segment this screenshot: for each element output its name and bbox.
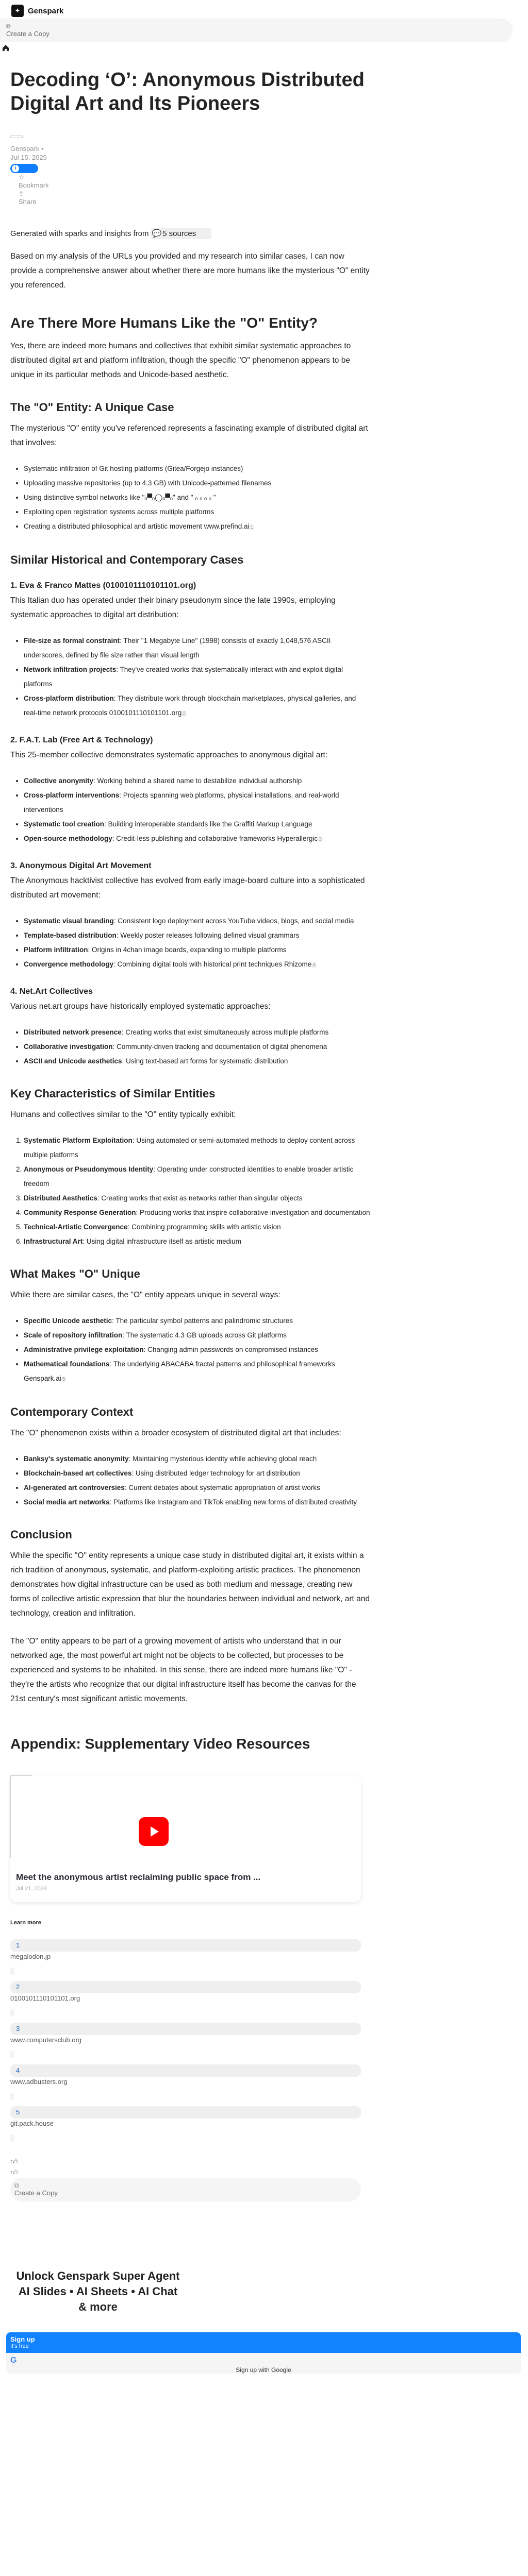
list-item-text: : Their "1 Megabyte Line" (1998) consists of exactly 1,048,576 ASCII underscores, defined by file size rather than visual length bbox=[24, 637, 331, 659]
list-item-text: Creating a distributed philosophical and artistic movement www.prefind.ai bbox=[24, 522, 250, 530]
list-item: • Exploiting open registration systems across multiple platforms bbox=[24, 505, 371, 519]
list-item-label: Anonymous or Pseudonymous Identity bbox=[24, 1165, 154, 1173]
star-icon: ☆ bbox=[19, 174, 24, 181]
list-item bbox=[24, 1343, 371, 1357]
author-name[interactable]: Genspark bbox=[10, 145, 40, 152]
list-item bbox=[24, 943, 371, 957]
list-item-text: : Community-driven tracking and documentation of digital phenomena bbox=[112, 1043, 327, 1050]
reference-number[interactable]: 2 bbox=[10, 1981, 361, 1993]
chat-icon: 💬 bbox=[152, 229, 162, 238]
create-copy-button-bottom[interactable] bbox=[10, 2178, 361, 2201]
promo-line-1: Unlock Genspark Super Agent bbox=[16, 2269, 180, 2282]
article-meta: Genspark • Jul 15, 2025 i ☆ Bookmark ⇪ Share bbox=[10, 135, 517, 206]
video-thumbnail[interactable] bbox=[10, 1775, 32, 1858]
google-signup-label: Sign up with Google bbox=[236, 2366, 291, 2374]
list-item bbox=[24, 663, 371, 691]
list-item-label: ASCII and Unicode aesthetics bbox=[24, 1057, 122, 1065]
list-item-text: : Producing works that inspire collaborative investigation and documentation bbox=[136, 1209, 370, 1216]
list-item bbox=[24, 691, 371, 721]
list-item-text: : They distribute work through blockchain marketplaces, physical galleries, and real-time network protocols 0100101110101101.org bbox=[24, 694, 356, 717]
genspark-logo-icon[interactable]: ✦ bbox=[11, 5, 24, 17]
generated-line bbox=[10, 228, 371, 239]
case-list bbox=[10, 914, 371, 973]
list-item-label: Cross-platform interventions bbox=[24, 791, 120, 799]
top-bar bbox=[0, 0, 528, 18]
list-item bbox=[24, 1040, 371, 1054]
promo-heading bbox=[15, 2268, 180, 2315]
list-item: • Systematic infiltration of Git hosting platforms (Gitea/Forgejo instances) bbox=[24, 462, 371, 476]
list-item-text: : Platforms like Instagram and TikTok enabling new forms of distributed creativity bbox=[109, 1498, 357, 1506]
case-intro: Various net.art groups have historically employed systematic approaches: bbox=[10, 1002, 271, 1011]
paragraph: The mysterious "O" entity you've referenced represents a fascinating example of distributed digital art that involves: bbox=[10, 424, 368, 447]
bookmark-label: Bookmark bbox=[19, 181, 49, 189]
case-list bbox=[10, 1025, 371, 1069]
list-item bbox=[24, 519, 371, 535]
list-item-text: : The systematic 4.3 GB uploads across Git platforms bbox=[122, 1331, 287, 1339]
list-item: • Uploading massive repositories (up to 4.3 GB) with Unicode-patterned filenames bbox=[24, 476, 371, 490]
list-item bbox=[24, 1314, 371, 1328]
reference-favicon bbox=[10, 1968, 14, 1975]
list-item bbox=[24, 1234, 371, 1249]
section-heading: Are There More Humans Like the "O" Entity? bbox=[10, 315, 318, 331]
list-item-text: : Building interoperable standards like the Graffiti Markup Language bbox=[104, 820, 312, 828]
list-item-label: Social media art networks bbox=[24, 1498, 110, 1506]
reference-item[interactable] bbox=[10, 1981, 361, 2016]
list-item-label: Systematic tool creation bbox=[24, 820, 105, 828]
create-copy-label: Create a Copy bbox=[6, 30, 50, 38]
list-item-label: Collaborative investigation bbox=[24, 1043, 113, 1050]
list-item bbox=[24, 1206, 371, 1220]
list-item-text: : Using distributed ledger technology for art distribution bbox=[131, 1469, 300, 1477]
list-item-text: : Current debates about systematic appropriation of artist works bbox=[124, 1484, 320, 1492]
reference-url[interactable]: www.computersclub.org bbox=[10, 2036, 81, 2044]
paragraph: The "O" phenomenon exists within a broader ecosystem of distributed digital art that includes: bbox=[10, 1429, 341, 1437]
copy-plus-icon: ⧉ bbox=[6, 23, 11, 30]
signup-button[interactable] bbox=[6, 2332, 521, 2353]
list-item-label: Specific Unicode aesthetic bbox=[24, 1317, 112, 1325]
publish-date: Jul 15, 2025 bbox=[10, 154, 47, 161]
reference-favicon bbox=[10, 2134, 14, 2142]
bookmark-button[interactable] bbox=[19, 173, 517, 190]
list-item-label: Distributed Aesthetics bbox=[24, 1194, 97, 1202]
paragraph: While there are similar cases, the "O" entity appears unique in several ways: bbox=[10, 1291, 280, 1299]
list-item-label: Open-source methodology bbox=[24, 835, 112, 842]
list-item bbox=[24, 1328, 371, 1343]
paragraph: Humans and collectives similar to the "O" entity typically exhibit: bbox=[10, 1110, 236, 1119]
list-item bbox=[24, 1495, 371, 1510]
list-item bbox=[24, 1191, 371, 1206]
list-item bbox=[24, 774, 371, 788]
reference-item[interactable] bbox=[10, 1939, 361, 1975]
reference-url[interactable]: megalodon.jp bbox=[10, 1953, 51, 1960]
signup-sublabel: It's free bbox=[10, 2343, 29, 2349]
citation-badge[interactable]: 5 bbox=[62, 1377, 65, 1382]
list-item-text: : They've created works that systematically interact with and exploit digital platforms bbox=[24, 666, 343, 688]
page-title: Decoding ‘O’: Anonymous Distributed Digital Art and Its Pioneers bbox=[10, 69, 365, 114]
info-icon: i bbox=[12, 165, 19, 172]
reference-url[interactable]: git.pack.house bbox=[10, 2120, 54, 2127]
list-item-label: File-size as formal constraint bbox=[24, 637, 120, 645]
list-item-label: Template-based distribution bbox=[24, 931, 117, 939]
video-title[interactable]: Meet the anonymous artist reclaiming public space from ... bbox=[16, 1872, 261, 1882]
list-item-text: : Consistent logo deployment across YouTube videos, blogs, and social media bbox=[113, 917, 354, 925]
list-item bbox=[24, 832, 371, 847]
list-item-text: : Creating works that exist as networks rather than singular objects bbox=[97, 1194, 303, 1202]
list-item bbox=[24, 1054, 371, 1069]
paragraph: While the specific "O" entity represents a unique case study in distributed digital art, it exists within a rich tradition of anonymous, systematic, and platform-exploiting artistic practices. The phenomenon demonstrates how digital infrastructure can be used as both medium and message, creating new forms of collective artistic expression that blur the boundaries between individual and network, art and technology, creation and infiltration. bbox=[10, 1551, 370, 1618]
sources-label: 5 sources bbox=[162, 229, 196, 238]
section-heading: Appendix: Supplementary Video Resources bbox=[10, 1736, 310, 1752]
list-item-text: : Origins in 4chan image boards, expanding to multiple platforms bbox=[88, 946, 287, 954]
list-item-text: : Using digital infrastructure itself as artistic medium bbox=[82, 1238, 241, 1245]
list-item bbox=[24, 928, 371, 943]
case-heading: 3. Anonymous Digital Art Movement bbox=[10, 861, 152, 870]
list-item-text: : Weekly poster releases following defined visual grammars bbox=[116, 931, 300, 939]
thumbs-up-icon[interactable]: 👍︎ bbox=[10, 2157, 18, 2165]
share-icon: ⇪ bbox=[19, 190, 24, 197]
learn-more-heading: Learn more bbox=[10, 1920, 41, 1926]
list-item-text: : Credit-less publishing and collaborative frameworks Hyperallergic bbox=[112, 835, 318, 842]
copy-plus-icon: ⧉ bbox=[14, 2182, 19, 2189]
video-card[interactable] bbox=[10, 1775, 361, 1902]
promo-line-2: AI Slides • AI Sheets • AI Chat & more bbox=[18, 2285, 178, 2313]
citation-badge[interactable]: 2 bbox=[183, 711, 186, 717]
case-heading: 2. F.A.T. Lab (Free Art & Technology) bbox=[10, 736, 153, 744]
intro-paragraph: Based on my analysis of the URLs you provided and my research into similar cases, I can now provide a comprehensive answer about whether there are more humans like the mysterious "O" entity you referenced. bbox=[10, 252, 370, 290]
share-button[interactable] bbox=[19, 190, 517, 206]
reference-item[interactable] bbox=[10, 2106, 361, 2142]
reference-url[interactable]: 0100101110101101.org bbox=[10, 1994, 80, 2002]
case-intro: This 25-member collective demonstrates systematic approaches to anonymous digital art: bbox=[10, 751, 328, 759]
paragraph: Yes, there are indeed more humans and collectives that exhibit similar systematic approaches to distributed digital art and platform infiltration, though the specific "O" phenomenon appears to be unique in its particular methods and Unicode-based aesthetic. bbox=[10, 342, 351, 379]
list-item-text: : The particular symbol patterns and palindromic structures bbox=[112, 1317, 293, 1325]
section-heading: Contemporary Context bbox=[10, 1405, 134, 1418]
reference-number[interactable]: 5 bbox=[10, 2106, 361, 2119]
reference-item[interactable] bbox=[10, 2023, 361, 2058]
case-intro: The Anonymous hacktivist collective has evolved from early image-board culture into a sophisticated distributed art movement: bbox=[10, 876, 365, 900]
case-list bbox=[10, 774, 371, 847]
sources-chip[interactable] bbox=[151, 228, 211, 239]
list-item bbox=[24, 634, 371, 663]
list-item-text: : Changing admin passwords on compromised instances bbox=[143, 1346, 318, 1353]
list-item-label: Cross-platform distribution bbox=[24, 694, 114, 702]
list-item-text: : Combining digital tools with historical print techniques Rhizome bbox=[113, 960, 312, 968]
reference-item[interactable] bbox=[10, 2064, 361, 2100]
list-item-label: AI-generated art controversies bbox=[24, 1484, 125, 1492]
list-item-label: Network infiltration projects bbox=[24, 666, 117, 673]
home-icon[interactable] bbox=[2, 44, 9, 52]
key-characteristics-list bbox=[10, 1133, 371, 1249]
list-item-label: Mathematical foundations bbox=[24, 1360, 110, 1368]
list-item-text: : Maintaining mysterious identity while achieving global reach bbox=[128, 1455, 317, 1463]
section-heading: Conclusion bbox=[10, 1528, 72, 1541]
google-icon: G bbox=[10, 2356, 17, 2365]
list-item-label: Technical-Artistic Convergence bbox=[24, 1223, 128, 1231]
reference-number[interactable]: 4 bbox=[10, 2064, 361, 2077]
info-toggle[interactable] bbox=[10, 164, 38, 173]
list-item bbox=[24, 1133, 371, 1162]
list-item-text: : Using automated or semi-automated methods to deploy content across multiple platforms bbox=[24, 1137, 355, 1159]
list-item-label: Blockchain-based art collectives bbox=[24, 1469, 132, 1477]
citation-badge[interactable]: 1 bbox=[250, 524, 254, 530]
list-item bbox=[24, 1357, 371, 1387]
reference-favicon bbox=[10, 2093, 14, 2100]
list-item-label: Infrastructural Art bbox=[24, 1238, 83, 1245]
case-list bbox=[10, 634, 371, 721]
create-copy-button[interactable] bbox=[0, 19, 513, 42]
create-copy-label: Create a Copy bbox=[14, 2189, 58, 2197]
reference-favicon bbox=[10, 2051, 14, 2058]
list-item-label: Platform infiltration bbox=[24, 946, 88, 954]
list-item-label: Convergence methodology bbox=[24, 960, 114, 968]
list-item bbox=[24, 1452, 371, 1466]
reference-url[interactable]: www.adbusters.org bbox=[10, 2078, 68, 2086]
list-item-label: Distributed network presence bbox=[24, 1028, 122, 1036]
citation-badge[interactable]: 4 bbox=[312, 962, 316, 968]
list-item-text: : Operating under constructed identities to enable broader artistic freedom bbox=[24, 1165, 354, 1188]
cases-container bbox=[10, 581, 371, 1069]
list-item bbox=[24, 1220, 371, 1234]
list-item-text: : Creating works that exist simultaneously across multiple platforms bbox=[121, 1028, 329, 1036]
list-item-text: : Working behind a shared name to destabilize individual authorship bbox=[93, 777, 302, 785]
list-item-text: : The underlying ABACABA fractal patterns and philosophical frameworks Genspark.ai bbox=[24, 1360, 335, 1382]
list-item bbox=[24, 788, 371, 817]
generated-prefix: Generated with sparks and insights from bbox=[10, 229, 149, 238]
google-signup-button[interactable] bbox=[6, 2353, 521, 2374]
brand-name[interactable]: Genspark bbox=[28, 6, 64, 15]
paragraph: The "O" entity appears to be part of a growing movement of artists who understand that in our networked age, the most powerful art might not be objects to be collected, but processes to be experienced and systems to be inhabited. In this sense, there are indeed more humans like "O" - they're the artists who recognize that our digital infrastructure itself has become the canvas for the 21st century's most significant artistic movements. bbox=[10, 1637, 356, 1703]
thumbs-down-icon[interactable]: 👍︎ bbox=[10, 2168, 18, 2176]
case-heading: 1. Eva & Franco Mattes (0100101110101101.org) bbox=[10, 581, 196, 590]
list-item bbox=[24, 817, 371, 832]
case-heading: 4. Net.Art Collectives bbox=[10, 987, 93, 996]
section-heading: Key Characteristics of Similar Entities bbox=[10, 1087, 216, 1100]
list-item-text: : Using text-based art forms for systematic distribution bbox=[122, 1057, 288, 1065]
unique-traits-list bbox=[10, 1314, 371, 1387]
case-intro: This Italian duo has operated under their binary pseudonym since the late 1990s, employing systematic approaches to digital art distribution: bbox=[10, 596, 336, 619]
section-heading: The "O" Entity: A Unique Case bbox=[10, 401, 174, 414]
list-item-text: : Combining programming skills with artistic vision bbox=[127, 1223, 281, 1231]
share-label: Share bbox=[19, 198, 37, 206]
list-item-label: Collective anonymity bbox=[24, 777, 94, 785]
list-item bbox=[24, 1466, 371, 1481]
author-avatar bbox=[10, 135, 23, 138]
unique-case-list bbox=[10, 462, 371, 535]
citation-badge[interactable]: 3 bbox=[319, 837, 322, 842]
list-item-label: Systematic visual branding bbox=[24, 917, 114, 925]
list-item: • Using distinctive symbol networks like "ₒ▀ₒ◯ₒ▀ₒ" and " ₒ ₒ ₒ ₒ " bbox=[24, 490, 371, 505]
video-date: Jul 21, 2024 bbox=[16, 1886, 47, 1892]
list-item bbox=[24, 914, 371, 928]
list-item-label: Systematic Platform Exploitation bbox=[24, 1137, 133, 1144]
signup-label: Sign up bbox=[10, 2335, 35, 2343]
list-item-label: Scale of repository infiltration bbox=[24, 1331, 123, 1339]
reference-favicon bbox=[10, 2009, 14, 2016]
reference-number[interactable]: 1 bbox=[10, 1939, 361, 1952]
section-heading: Similar Historical and Contemporary Cases bbox=[10, 553, 244, 566]
list-item-text: : Projects spanning web platforms, physical installations, and real-world interventions bbox=[24, 791, 339, 814]
list-item bbox=[24, 1025, 371, 1040]
reference-number[interactable]: 3 bbox=[10, 2023, 361, 2035]
list-item-label: Administrative privilege exploitation bbox=[24, 1346, 144, 1353]
list-item-label: Banksy's systematic anonymity bbox=[24, 1455, 129, 1463]
youtube-play-icon[interactable] bbox=[139, 1817, 169, 1846]
list-item bbox=[24, 1162, 371, 1191]
references-list bbox=[10, 1939, 361, 2142]
list-item bbox=[24, 957, 371, 973]
section-heading: What Makes "O" Unique bbox=[10, 1267, 140, 1280]
list-item-label: Community Response Generation bbox=[24, 1209, 136, 1216]
context-list bbox=[10, 1452, 371, 1510]
list-item bbox=[24, 1481, 371, 1495]
